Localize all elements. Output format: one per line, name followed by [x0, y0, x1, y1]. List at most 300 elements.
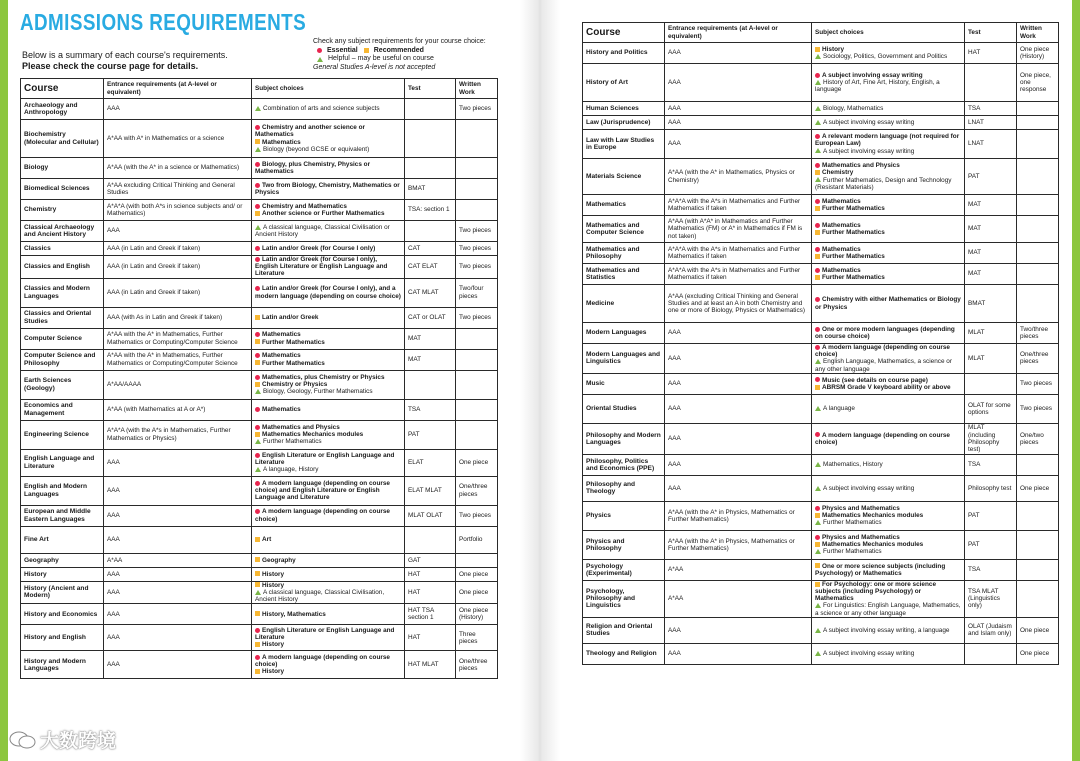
table-row [583, 617, 1059, 643]
subjects-cell [252, 307, 405, 328]
watermark-text: 大数跨境 [40, 731, 117, 752]
subject-text: Mathematics [262, 138, 301, 146]
subject-item [815, 105, 961, 112]
table-row [21, 256, 498, 279]
subjects-cell [812, 394, 965, 423]
written-cell: One piece [1017, 475, 1059, 501]
subject-item [255, 571, 401, 578]
test-cell [965, 64, 1017, 102]
subject-item [815, 205, 961, 212]
book-gutter [520, 0, 560, 761]
subject-text: A language [823, 405, 855, 413]
course-cell: Oriental Studies [583, 394, 665, 423]
subject-text: Biology, Geology, Further Mathematics [263, 388, 373, 396]
subject-item [255, 381, 401, 388]
subject-item [815, 177, 961, 191]
essential-dot-icon [255, 183, 260, 188]
test-cell: TSA [965, 454, 1017, 475]
subject-item [255, 374, 401, 381]
course-cell: Philosophy and Theology [583, 475, 665, 501]
helpful-triangle-icon [815, 651, 821, 656]
subject-text: Mathematics and Physics [262, 423, 340, 431]
subject-item [255, 360, 401, 367]
essential-dot-icon [815, 134, 820, 139]
recommended-square-icon [815, 230, 820, 235]
written-cell [1017, 285, 1059, 323]
essential-dot-icon [255, 332, 260, 337]
subject-text: A modern language (depending on course choice) [815, 431, 950, 446]
essential-dot-icon [255, 257, 260, 262]
subject-item [255, 224, 401, 238]
test-cell: HAT [965, 43, 1017, 64]
entrance-cell: AAA [104, 604, 252, 625]
entrance-cell: AAA [665, 454, 812, 475]
entrance-cell: AAA [104, 449, 252, 476]
subject-item [815, 229, 961, 236]
entrance-cell: AAA [665, 102, 812, 116]
table-row [583, 64, 1059, 102]
test-cell: TSA MLAT (Linguistics only) [965, 580, 1017, 617]
course-cell: Earth Sciences (Geology) [21, 370, 104, 399]
left-accent-bar [0, 0, 8, 761]
subject-item [815, 432, 961, 446]
subjects-cell [252, 505, 405, 526]
helpful-triangle-icon [317, 57, 325, 62]
entrance-cell: A*A*A (with both A*s in science subjects and/ or Mathematics) [104, 200, 252, 221]
subject-item [815, 650, 961, 657]
subjects-cell [252, 349, 405, 370]
recommended-square-icon [255, 211, 260, 216]
subject-item [815, 46, 961, 53]
subject-text: History, Mathematics [262, 610, 326, 618]
written-cell: Two pieces [456, 256, 498, 279]
recommended-square-icon [255, 382, 260, 387]
essential-dot-icon [815, 327, 820, 332]
recommended-square-icon [815, 170, 820, 175]
course-cell: Fine Art [21, 526, 104, 553]
written-cell [1017, 559, 1059, 580]
header-test: Test [405, 79, 456, 99]
written-cell [1017, 116, 1059, 130]
written-cell: Two pieces [1017, 373, 1059, 394]
test-cell: HAT TSA section 1 [405, 604, 456, 625]
test-cell: HAT [405, 581, 456, 604]
course-cell: Computer Science [21, 328, 104, 349]
written-cell: One/three pieces [1017, 344, 1059, 374]
entrance-cell: AAA (with As in Latin and Greek if taken) [104, 307, 252, 328]
subject-text: History [822, 45, 845, 53]
course-cell: English and Modern Languages [21, 476, 104, 505]
course-cell: Chemistry [21, 200, 104, 221]
requirements-table-right [582, 22, 1059, 665]
subject-text: For Linguistics: English Language, Mathematics, a science or any other language [815, 602, 961, 617]
subject-text: A modern language (depending on course choice) and English Literature or English Language and Literature [255, 479, 390, 502]
table-row [21, 120, 498, 158]
course-cell: Classics [21, 242, 104, 256]
table-row [21, 328, 498, 349]
essential-dot-icon [255, 425, 260, 430]
subject-text: Chemistry and another science or Mathematics [255, 124, 365, 139]
subject-item [815, 253, 961, 260]
subjects-cell [252, 604, 405, 625]
essential-dot-icon [255, 353, 260, 358]
written-cell: Two pieces [456, 242, 498, 256]
recommended-square-icon [255, 432, 260, 437]
recommended-square-icon [815, 582, 820, 587]
written-cell: One/three pieces [456, 651, 498, 679]
helpful-triangle-icon [815, 603, 821, 608]
table-row [21, 399, 498, 420]
subject-text: Latin and/or Greek (for Course I only) [262, 244, 376, 252]
subjects-cell [252, 242, 405, 256]
right-accent-bar [1072, 0, 1080, 761]
test-cell: TSA: section 1 [405, 200, 456, 221]
subject-item [255, 314, 401, 321]
subject-text: Chemistry and Mathematics [262, 202, 347, 210]
test-cell [965, 643, 1017, 664]
table-row [583, 394, 1059, 423]
subject-text: Sociology, Politics, Government and Politics [823, 53, 948, 60]
entrance-cell: A*AA with the A* in Mathematics, Further Mathematics or Computing/Computer Science [104, 328, 252, 349]
written-cell [456, 553, 498, 567]
entrance-cell: A*AA (with the A* in Mathematics, Physics or Chemistry) [665, 159, 812, 195]
entrance-cell: AAA [104, 99, 252, 120]
written-cell [1017, 159, 1059, 195]
subject-item [255, 424, 401, 431]
table-row [583, 423, 1059, 454]
table-row [583, 43, 1059, 64]
recommended-square-icon [255, 537, 260, 542]
subject-item [255, 124, 401, 138]
header-test: Test [965, 23, 1017, 43]
essential-dot-icon [255, 509, 260, 514]
test-cell: MAT [965, 264, 1017, 285]
test-cell [405, 370, 456, 399]
table-row [583, 580, 1059, 617]
helpful-triangle-icon [815, 359, 821, 364]
subject-item [815, 534, 961, 541]
intro-text [22, 50, 282, 72]
table-row [21, 526, 498, 553]
entrance-cell: AAA [665, 617, 812, 643]
table-row [21, 476, 498, 505]
test-cell: OLAT (Judaism and Islam only) [965, 617, 1017, 643]
subject-text: One or more science subjects (including Psychology) or Mathematics [815, 562, 946, 577]
table-row [21, 505, 498, 526]
subject-item [815, 405, 961, 412]
table-row [21, 581, 498, 604]
written-cell [456, 399, 498, 420]
subject-text: Further Mathematics [822, 253, 885, 260]
header-written: Written Work [1017, 23, 1059, 43]
table-row [583, 102, 1059, 116]
subject-text: A subject involving essay writing, a language [823, 626, 950, 634]
subject-text: Further Mathematics [822, 229, 885, 236]
helpful-triangle-icon [815, 120, 821, 125]
subject-text: Mathematics [822, 221, 861, 229]
table-row [21, 99, 498, 120]
subject-text: One or more modern languages (depending on course choice) [815, 325, 955, 340]
entrance-cell: AAA [104, 625, 252, 651]
subjects-cell [812, 344, 965, 374]
subjects-cell [252, 370, 405, 399]
course-cell: Mathematics [583, 195, 665, 216]
subject-text: Mathematics [262, 406, 301, 413]
entrance-cell: A*AA (with A*A* in Mathematics and Further Mathematics (FM) or A* in Mathematics if FM is not taken) [665, 216, 812, 243]
legend [313, 38, 503, 72]
subjects-cell [252, 179, 405, 200]
written-cell [456, 179, 498, 200]
subjects-cell [252, 476, 405, 505]
subject-text: Mathematics [262, 352, 301, 360]
subjects-cell [812, 195, 965, 216]
subject-item [255, 339, 401, 346]
header-course: Course [583, 23, 665, 43]
requirements-table-left [20, 78, 498, 679]
course-cell: Physics and Philosophy [583, 530, 665, 559]
table-row [21, 158, 498, 179]
course-cell: History and Economics [21, 604, 104, 625]
table-row [21, 651, 498, 679]
test-cell: GAT [405, 553, 456, 567]
test-cell: BMAT [405, 179, 456, 200]
subjects-cell [812, 617, 965, 643]
helpful-triangle-icon [815, 106, 821, 111]
subjects-cell [252, 200, 405, 221]
table-row [583, 501, 1059, 530]
recommended-square-icon [255, 642, 260, 647]
entrance-cell: AAA [104, 567, 252, 581]
subjects-cell [812, 530, 965, 559]
table-row [583, 116, 1059, 130]
test-cell: PAT [965, 530, 1017, 559]
test-cell: OLAT for some options [965, 394, 1017, 423]
course-cell: Materials Science [583, 159, 665, 195]
subjects-cell [812, 285, 965, 323]
watermark [8, 726, 116, 753]
subject-text: Physics and Mathematics [822, 534, 900, 541]
subject-item [255, 641, 401, 648]
essential-dot-icon [255, 286, 260, 291]
essential-dot-icon [815, 345, 820, 350]
subjects-cell [252, 399, 405, 420]
table-row [583, 264, 1059, 285]
entrance-cell: AAA [665, 643, 812, 664]
subject-item [815, 461, 961, 468]
helpful-triangle-icon [815, 549, 821, 554]
subject-text: Mathematics Mechanics modules [822, 512, 924, 520]
helpful-triangle-icon [255, 467, 261, 472]
course-cell: Archaeology and Anthropology [21, 99, 104, 120]
course-cell: Classics and Oriental Studies [21, 307, 104, 328]
entrance-cell: AAA [104, 221, 252, 242]
essential-dot-icon [255, 655, 260, 660]
test-cell: HAT [405, 567, 456, 581]
essential-dot-icon [255, 375, 260, 380]
entrance-cell: AAA [665, 323, 812, 344]
course-cell: Physics [583, 501, 665, 530]
table-row [583, 475, 1059, 501]
subject-text: Further Mathematics, Design and Technology (Resistant Materials) [815, 176, 952, 191]
table-row [583, 216, 1059, 243]
written-cell [1017, 195, 1059, 216]
course-cell: Classics and English [21, 256, 104, 279]
subject-item [255, 466, 401, 473]
subjects-cell [252, 158, 405, 179]
test-cell: ELAT [405, 449, 456, 476]
table-row [583, 373, 1059, 394]
subject-item [255, 245, 401, 252]
essential-dot-icon [255, 407, 260, 412]
subject-item [815, 541, 961, 548]
subject-item [255, 536, 401, 543]
table-header-row [21, 79, 498, 99]
subjects-cell [252, 553, 405, 567]
test-cell [965, 373, 1017, 394]
recommended-square-icon [815, 385, 820, 390]
written-cell [456, 328, 498, 349]
course-cell: Biochemistry (Molecular and Cellular) [21, 120, 104, 158]
course-cell: History [21, 567, 104, 581]
entrance-cell: AAA (in Latin and Greek if taken) [104, 242, 252, 256]
subject-text: Biology (beyond GCSE or equivalent) [263, 145, 370, 153]
subject-item [815, 274, 961, 281]
written-cell [1017, 216, 1059, 243]
table-row [583, 285, 1059, 323]
table-row [21, 625, 498, 651]
written-cell: Two pieces [456, 99, 498, 120]
test-cell: MAT [965, 195, 1017, 216]
subject-text: A subject involving essay writing [823, 484, 915, 492]
test-cell: HAT MLAT [405, 651, 456, 679]
essential-dot-icon [815, 377, 820, 382]
recommended-square-icon [255, 339, 260, 344]
course-cell: Classics and Modern Languages [21, 278, 104, 307]
legend-row [313, 55, 503, 64]
subject-text: A classical language, Classical Civilisation or Ancient History [255, 223, 390, 238]
test-cell: ELAT MLAT [405, 476, 456, 505]
subject-text: Two from Biology, Chemistry, Mathematics or Physics [255, 181, 400, 196]
helpful-triangle-icon [815, 462, 821, 467]
table-row [21, 278, 498, 307]
subject-text: Further Mathematics [822, 274, 885, 281]
entrance-cell: A*AA excluding Critical Thinking and General Studies [104, 179, 252, 200]
legend-helpful: Helpful – may be useful on course [328, 55, 434, 63]
helpful-triangle-icon [815, 148, 821, 153]
test-cell: PAT [405, 420, 456, 449]
helpful-triangle-icon [815, 406, 821, 411]
course-cell: Mathematics and Philosophy [583, 243, 665, 264]
course-cell: Biology [21, 158, 104, 179]
test-cell: CAT [405, 242, 456, 256]
subject-text: A classical language, Classical Civilisation, Ancient History [255, 588, 385, 604]
legend-row [313, 47, 503, 56]
subject-text: Combination of arts and science subjects [263, 105, 380, 113]
subject-text: A language, History [263, 466, 319, 474]
legend-heading: Check any subject requirements for your course choice: [313, 38, 486, 45]
essential-dot-icon [815, 223, 820, 228]
test-cell: MAT [965, 216, 1017, 243]
table-row [583, 530, 1059, 559]
written-cell [1017, 501, 1059, 530]
legend-note: General Studies A-level is not accepted [313, 63, 436, 71]
legend-essential: Essential [327, 46, 358, 54]
header-course: Course [21, 79, 104, 99]
subject-item [815, 581, 961, 603]
subject-text: Mathematics Mechanics modules [822, 541, 924, 549]
written-cell [456, 370, 498, 399]
subjects-cell [812, 159, 965, 195]
subject-item [815, 72, 961, 79]
test-cell: TSA [405, 399, 456, 420]
test-cell: CAT ELAT [405, 256, 456, 279]
subject-text: English Literature or English Language and Literature [255, 451, 395, 466]
subjects-cell [812, 102, 965, 116]
table-row [21, 567, 498, 581]
entrance-cell: AAA [665, 373, 812, 394]
helpful-triangle-icon [815, 54, 821, 59]
essential-dot-icon [815, 247, 820, 252]
subject-text: Mathematics [262, 331, 301, 339]
entrance-cell: A*AA (with the A* in Physics, Mathematics or Further Mathematics) [665, 501, 812, 530]
subjects-cell [252, 221, 405, 242]
subject-item [255, 210, 401, 217]
essential-dot-icon [815, 506, 820, 511]
subject-item [815, 627, 961, 634]
subject-item [815, 377, 961, 384]
entrance-cell: A*AA (with the A* in a science or Mathematics) [104, 158, 252, 179]
course-cell: Engineering Science [21, 420, 104, 449]
course-cell: English Language and Literature [21, 449, 104, 476]
table-row [21, 242, 498, 256]
table-row [21, 370, 498, 399]
subjects-cell [252, 99, 405, 120]
subject-text: Chemistry or Physics [262, 381, 328, 388]
subject-item [815, 119, 961, 126]
course-cell: Biomedical Sciences [21, 179, 104, 200]
test-cell: LNAT [965, 116, 1017, 130]
test-cell: BMAT [965, 285, 1017, 323]
helpful-triangle-icon [815, 80, 821, 85]
course-cell: European and Middle Eastern Languages [21, 505, 104, 526]
course-cell: Law with Law Studies in Europe [583, 130, 665, 159]
essential-dot-icon [255, 125, 260, 130]
subject-text: Mathematics, History [823, 461, 883, 469]
subject-text: ABRSM Grade V keyboard ability or above [822, 383, 951, 391]
subject-item [815, 548, 961, 555]
essential-dot-icon [255, 481, 260, 486]
test-cell: TSA [965, 559, 1017, 580]
recommended-square-icon [815, 563, 820, 568]
helpful-triangle-icon [815, 486, 821, 491]
course-cell: Mathematics and Computer Science [583, 216, 665, 243]
course-cell: Philosophy, Politics and Economics (PPE) [583, 454, 665, 475]
course-cell: Music [583, 373, 665, 394]
course-cell: Medicine [583, 285, 665, 323]
written-cell: Portfolio [456, 526, 498, 553]
table-row [583, 323, 1059, 344]
subject-text: Mathematics [822, 245, 861, 253]
subjects-cell [252, 278, 405, 307]
entrance-cell: AAA [665, 423, 812, 454]
subject-text: Latin and/or Greek (for Course I only), English Literature or English Language and Literature [255, 256, 388, 278]
helpful-triangle-icon [255, 389, 261, 394]
subjects-cell [812, 475, 965, 501]
written-cell: Three pieces [456, 625, 498, 651]
written-cell: One piece, one response [1017, 64, 1059, 102]
essential-dot-icon [815, 297, 820, 302]
subject-item [255, 557, 401, 564]
